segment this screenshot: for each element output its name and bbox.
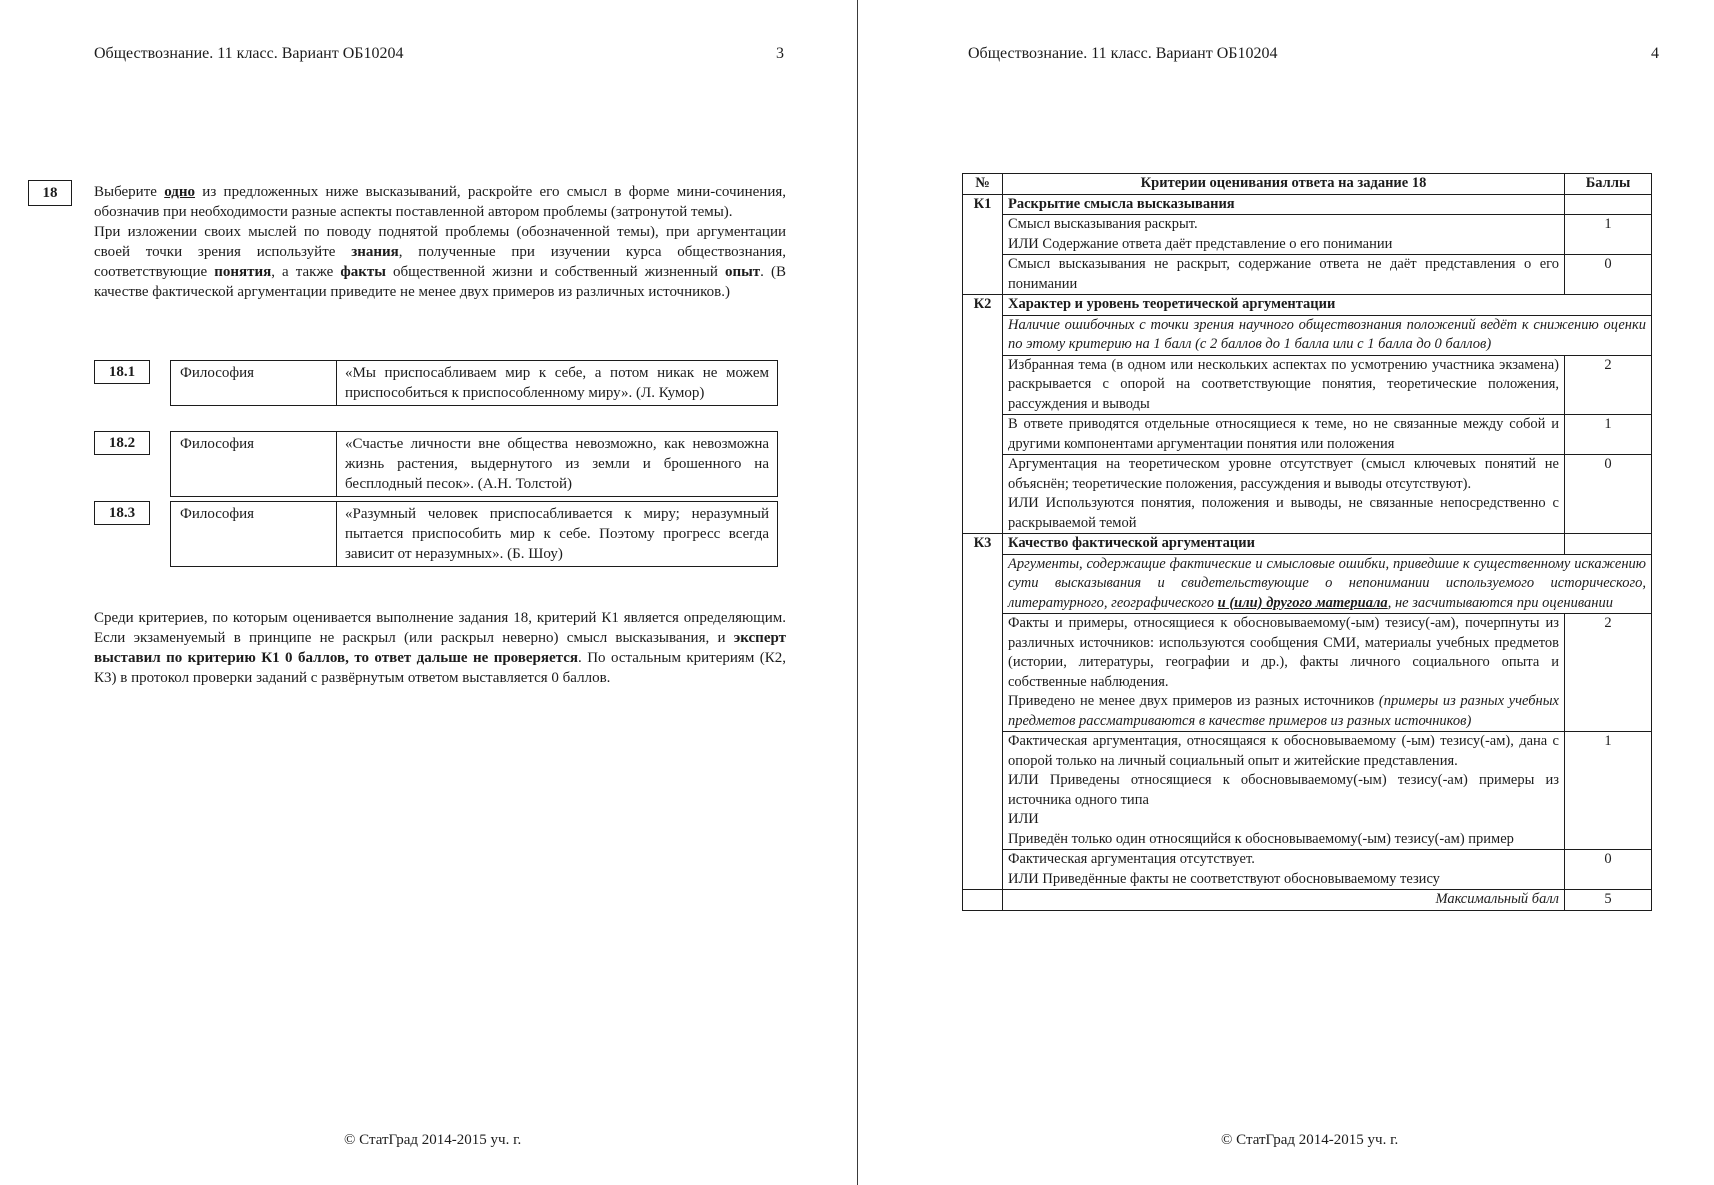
table-row bbox=[963, 554, 1652, 614]
variant-box bbox=[170, 501, 778, 567]
table-row bbox=[963, 732, 1652, 850]
points: 2 bbox=[1565, 355, 1652, 415]
variant-subject: Философия bbox=[180, 506, 255, 522]
points: 2 bbox=[1565, 614, 1652, 732]
k1-title-row bbox=[963, 194, 1652, 215]
page-number: 3 bbox=[776, 45, 784, 62]
criterion-description: Фактическая аргументация отсутствует. ИЛИ Приведённые факты не соответствуют обосновываемому тезису bbox=[1003, 850, 1565, 890]
criterion-title: Характер и уровень теоретической аргументации bbox=[1003, 295, 1652, 316]
variant-number: 18.3 bbox=[94, 501, 150, 525]
criterion-title: Качество фактической аргументации bbox=[1003, 534, 1565, 555]
page-number: 4 bbox=[1651, 45, 1659, 62]
criterion-title: Раскрытие смысла высказывания bbox=[1003, 194, 1565, 215]
criterion-note: Аргументы, содержащие фактические и смысловые ошибки, приведшие к существенному искажению сути высказывания и свидетельствующие о непонимании используемого исторического, литературного, географического и (или) другого материала, не засчитываются при оценивании bbox=[1003, 554, 1652, 614]
task-text bbox=[94, 182, 786, 302]
variant-box bbox=[170, 360, 778, 406]
page-footer: © СтатГрад 2014-2015 уч. г. bbox=[1221, 1132, 1399, 1148]
criterion-description: Аргументация на теоретическом уровне отсутствует (смысл ключевых понятий не объяснён; теоретические положения, рассуждения и выводы отсутствуют). ИЛИ Используются понятия, положения и выводы, не связанные непосредственно с раскрываемой темой bbox=[1003, 455, 1565, 534]
criterion-code: К1 bbox=[963, 194, 1003, 215]
col-points-header: Баллы bbox=[1565, 174, 1652, 195]
task-instructions: При изложении своих мыслей по поводу поднятой проблемы (обозначенной темы), при аргументации своей точки зрения используйте знания, полученные при изучении курса обществознания, соответствующие понятия, а также факты общественной жизни и собственный жизненный опыт. (В качестве фактической аргументации приведите не менее двух примеров из различных источников.) bbox=[94, 224, 786, 300]
criterion-code: К2 bbox=[963, 295, 1003, 316]
page-4 bbox=[858, 0, 1714, 1185]
points: 1 bbox=[1565, 732, 1652, 850]
k3-title-row bbox=[963, 534, 1652, 555]
variant-box bbox=[170, 431, 778, 497]
k2-title-row bbox=[963, 295, 1652, 316]
criterion-description: Фактическая аргументация, относящаяся к обосновываемому (-ым) тезису(-ам), дана с опорой только на личный социальный опыт и житейские представления. ИЛИ Приведены относящиеся к обосновываемому(-ым) тезису(-ам) примеры из источника одного типа ИЛИ Приведён только один относящийся к обосновываемому(-ым) тезису(-ам) пример bbox=[1003, 732, 1565, 850]
variant-number: 18.2 bbox=[94, 431, 150, 455]
criterion-description: Избранная тема (в одном или нескольких аспектах по усмотрению участника экзамена) раскрывается с опорой на соответствующие понятия, теоретические положения, рассуждения и выводы bbox=[1003, 355, 1565, 415]
task-number-box: 18 bbox=[28, 180, 72, 206]
variant-quote: «Разумный человек приспосабливается к миру; неразумный пытается приспособить мир к себе. Поэтому прогресс всегда зависит от неразумных». (Б. Шоу) bbox=[336, 502, 777, 566]
table-row bbox=[963, 455, 1652, 534]
max-score-value: 5 bbox=[1565, 890, 1652, 911]
points: 0 bbox=[1565, 255, 1652, 295]
variant-quote: «Счастье личности вне общества невозможно, как невозможна жизнь растения, выдернутого из земли и брошенного на бесплодный песок». (А.Н. Толстой) bbox=[336, 432, 777, 496]
max-score-row bbox=[963, 890, 1652, 911]
criteria-note: Среди критериев, по которым оценивается выполнение задания 18, критерий К1 является определяющим. Если экзаменуемый в принципе не раскрыл (или раскрыл неверно) смысл высказывания, и эксперт выставил по критерию К1 0 баллов, то ответ дальше не проверяется. По остальным критериям (К2, К3) в протокол проверки заданий с развёрнутым ответом выставляется 0 баллов. bbox=[94, 610, 786, 686]
table-row bbox=[963, 415, 1652, 455]
running-header: Обществознание. 11 класс. Вариант ОБ10204 bbox=[94, 45, 404, 62]
table-row bbox=[963, 614, 1652, 732]
criterion-description: В ответе приводятся отдельные относящиеся к теме, но не связанные между собой и другими компонентами аргументации понятия или положения bbox=[1003, 415, 1565, 455]
max-score-label: Максимальный балл bbox=[1003, 890, 1565, 911]
col-criteria-header: Критерии оценивания ответа на задание 18 bbox=[1003, 174, 1565, 195]
criterion-description: Смысл высказывания раскрыт. ИЛИ Содержание ответа даёт представление о его понимании bbox=[1003, 215, 1565, 255]
running-header: Обществознание. 11 класс. Вариант ОБ10204 bbox=[968, 45, 1278, 62]
variant-subject: Философия bbox=[180, 436, 255, 452]
table-header-row bbox=[963, 174, 1652, 195]
points: 1 bbox=[1565, 415, 1652, 455]
criteria-table bbox=[962, 173, 1652, 911]
table-row bbox=[963, 315, 1652, 355]
variant-subject: Философия bbox=[180, 365, 255, 381]
criterion-description: Смысл высказывания не раскрыт, содержание ответа не даёт представления о его понимании bbox=[1003, 255, 1565, 295]
points: 0 bbox=[1565, 850, 1652, 890]
criterion-note: Наличие ошибочных с точки зрения научного обществознания положений ведёт к снижению оценки по этому критерию на 1 балл (с 2 баллов до 1 балла или с 1 балла до 0 баллов) bbox=[1003, 315, 1652, 355]
page-footer: © СтатГрад 2014-2015 уч. г. bbox=[344, 1132, 522, 1148]
table-row bbox=[963, 850, 1652, 890]
task-intro: Выберите одно из предложенных ниже высказываний, раскройте его смысл в форме мини-сочинения, обозначив при необходимости разные аспекты поставленной автором проблемы (затронутой темы). bbox=[94, 184, 786, 220]
points: 1 bbox=[1565, 215, 1652, 255]
col-number-header: № bbox=[963, 174, 1003, 195]
variant-quote: «Мы приспосабливаем мир к себе, а потом никак не можем приспособиться к приспособленному миру». (Л. Кумор) bbox=[336, 361, 777, 405]
table-row bbox=[963, 355, 1652, 415]
criterion-description: Факты и примеры, относящиеся к обосновываемому(-ым) тезису(-ам), почерпнуты из различных источников: используются сообщения СМИ, материалы учебных предметов (истории, литературы, географии и др.), факты личного социального опыта и собственные наблюдения. Приведено не менее двух примеров из разных источников (примеры из разных учебных предметов рассматриваются в качестве примеров из разных источников) bbox=[1003, 614, 1565, 732]
criterion-code: К3 bbox=[963, 534, 1003, 555]
table-row bbox=[963, 255, 1652, 295]
points: 0 bbox=[1565, 455, 1652, 534]
table-row bbox=[963, 215, 1652, 255]
variant-number: 18.1 bbox=[94, 360, 150, 384]
